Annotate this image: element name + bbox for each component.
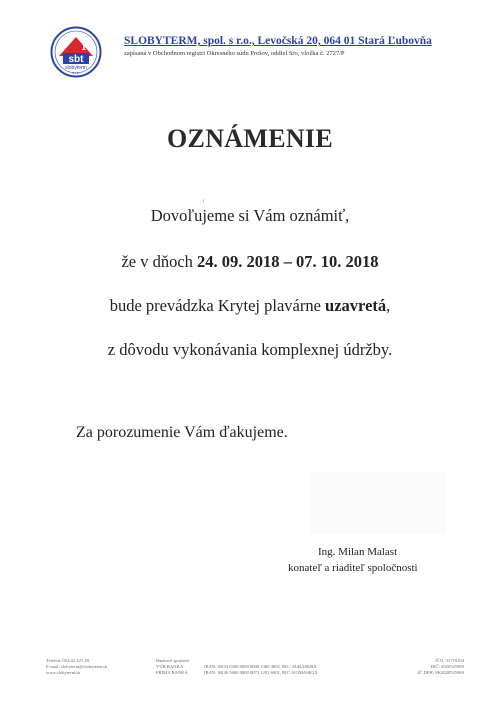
body-line-2: [0, 252, 500, 272]
signatory-name: Ing. Milan Malast: [318, 546, 398, 558]
body-line-2-prefix: že v dňoch: [121, 252, 198, 271]
body-line-3-prefix: bude prevádzka Krytej plavárne: [109, 296, 326, 315]
footer-bank-row: [156, 670, 318, 676]
footer-icdph: IČ DPH: SK2020525969: [417, 670, 464, 676]
footer: [0, 658, 500, 688]
body-line-3-suffix: ,: [386, 296, 391, 315]
closed-word: uzavretá: [325, 296, 387, 315]
footer-contact: [46, 658, 107, 677]
logo-letters: sbt: [68, 54, 84, 65]
logo-subtitle-2: s.r.o.: [72, 71, 80, 75]
bank-detail: IBAN: SK33 0200 0000 0000 1300 4602, BIC: SUBASKBX: [204, 664, 317, 670]
registry-info: zapísaná v Obchodnom registri Okresného súdu Prešov, oddiel Sro, vložka č. 2727/P: [124, 50, 345, 57]
thanks-text: Za porozumenie Vám ďakujeme.: [76, 424, 288, 441]
signature-area: [310, 472, 446, 534]
company-name-address: SLOBYTERM, spol. s r.o., Levočská 20, 064 01 Stará Ľubovňa: [124, 35, 432, 47]
body-line-1: [0, 206, 500, 226]
footer-ico: IČO: 31719104: [435, 658, 464, 663]
logo-subtitle: slobyterm: [65, 65, 87, 71]
bank-name: VÚB BANKA: [156, 664, 184, 670]
page-title: OZNÁMENIE: [167, 124, 333, 153]
body-line-1-text: Dovoľujeme si Vám oznámiť,: [150, 206, 350, 225]
body-line-3: [0, 296, 500, 316]
footer-bank-title: Bankové spojenie:: [156, 658, 191, 663]
footer-dic: DIČ: 2020525969: [430, 664, 464, 670]
scan-mark: [203, 199, 204, 202]
footer-phone: Telefón: 052/42 421 20: [46, 658, 89, 663]
footer-bank: [156, 658, 318, 677]
footer-email: E-mail: slobyterm@slobyterm.sk: [46, 664, 108, 670]
logo-number: 1: [81, 41, 87, 53]
company-logo: [50, 26, 102, 78]
bank-name: PRIMA BANKA: [156, 670, 188, 676]
footer-web: www.slobyterm.sk: [46, 670, 81, 676]
footer-ids: [400, 658, 464, 677]
body-line-4-text: z dôvodu vykonávania komplexnej údržby.: [107, 340, 393, 359]
closure-dates: 24. 09. 2018 – 07. 10. 2018: [197, 252, 379, 271]
signatory-role: konateľ a riaditeľ spoločnosti: [288, 562, 418, 574]
bank-detail: IBAN: SK46 5600 0000 0075 1292 6001, BIC: KOMASK2X: [204, 670, 318, 676]
body-line-4: [0, 340, 500, 360]
